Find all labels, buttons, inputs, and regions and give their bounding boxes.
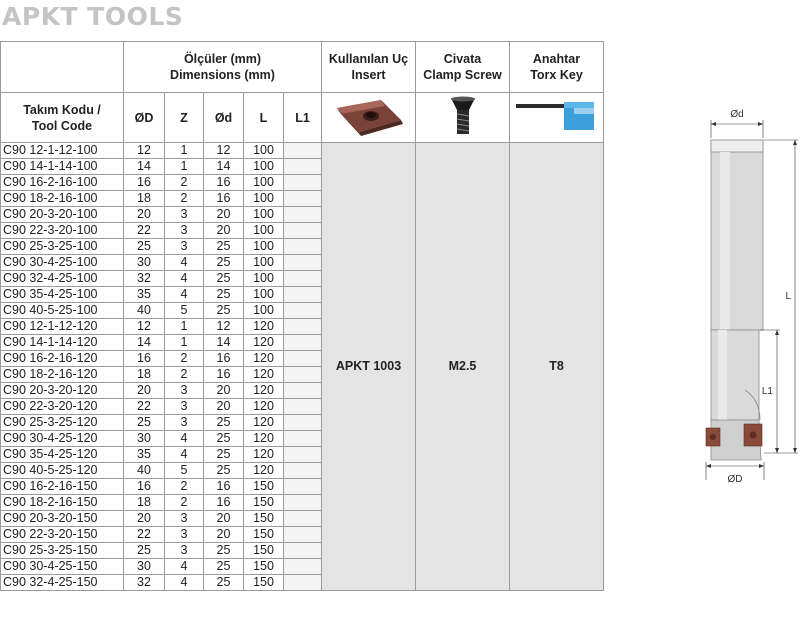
tool-code-cell: C90 16-2-16-100 bbox=[1, 175, 124, 191]
label-cutting-diameter: ØD bbox=[727, 474, 743, 485]
od-cell: 35 bbox=[124, 447, 165, 463]
torx-key-header-en: Torx Key bbox=[530, 68, 583, 82]
l1-cell bbox=[284, 463, 322, 479]
od-cell: 14 bbox=[124, 335, 165, 351]
insert-header-en: Insert bbox=[351, 68, 386, 82]
page-title: APKT TOOLS bbox=[2, 2, 184, 31]
tool-rows bbox=[1, 143, 604, 591]
l1-cell bbox=[284, 207, 322, 223]
tool-code-cell: C90 16-2-16-120 bbox=[1, 351, 124, 367]
insert-header bbox=[322, 42, 416, 93]
tool-code-cell: C90 12-1-12-100 bbox=[1, 143, 124, 159]
l1-cell bbox=[284, 351, 322, 367]
l-cell: 120 bbox=[244, 431, 284, 447]
tool-code-header-tr: Takım Kodu / bbox=[23, 102, 101, 117]
shank-d-cell: 20 bbox=[204, 223, 244, 239]
z-cell: 4 bbox=[165, 287, 204, 303]
tool-code-cell: C90 22-3-20-120 bbox=[1, 399, 124, 415]
shank-chamfer bbox=[711, 140, 763, 152]
clamp-screw-header bbox=[416, 42, 510, 93]
shank-d-cell: 25 bbox=[204, 415, 244, 431]
dimensions-header bbox=[124, 42, 322, 93]
l1-cell bbox=[284, 479, 322, 495]
l1-cell bbox=[284, 527, 322, 543]
tool-code-cell: C90 14-1-14-120 bbox=[1, 335, 124, 351]
z-cell: 1 bbox=[165, 335, 204, 351]
arrow-icon bbox=[711, 122, 716, 126]
z-cell: 4 bbox=[165, 431, 204, 447]
od-cell: 18 bbox=[124, 495, 165, 511]
tool-code-cell: C90 32-4-25-150 bbox=[1, 575, 124, 591]
l-cell: 100 bbox=[244, 223, 284, 239]
tool-code-cell: C90 20-3-20-100 bbox=[1, 207, 124, 223]
insert-screw-left bbox=[710, 434, 716, 440]
shank-d-cell: 14 bbox=[204, 335, 244, 351]
arrow-icon bbox=[793, 140, 797, 145]
l1-cell bbox=[284, 575, 322, 591]
clamp-screw-header-tr: Civata bbox=[443, 52, 482, 66]
od-cell: 35 bbox=[124, 287, 165, 303]
od-cell: 22 bbox=[124, 223, 165, 239]
od-cell: 22 bbox=[124, 527, 165, 543]
z-cell: 4 bbox=[165, 559, 204, 575]
z-cell: 4 bbox=[165, 271, 204, 287]
l1-cell bbox=[284, 159, 322, 175]
shank-d-cell: 20 bbox=[204, 207, 244, 223]
shank-d-cell: 20 bbox=[204, 399, 244, 415]
l1-cell bbox=[284, 239, 322, 255]
l1-cell bbox=[284, 223, 322, 239]
l-cell: 120 bbox=[244, 399, 284, 415]
l-cell: 100 bbox=[244, 207, 284, 223]
shank-d-cell: 16 bbox=[204, 175, 244, 191]
z-cell: 2 bbox=[165, 175, 204, 191]
l1-cell bbox=[284, 367, 322, 383]
header-blank-cell bbox=[1, 42, 124, 93]
l-cell: 120 bbox=[244, 335, 284, 351]
l-cell: 100 bbox=[244, 303, 284, 319]
shank-d-cell: 25 bbox=[204, 463, 244, 479]
tool-code-cell: C90 25-3-25-150 bbox=[1, 543, 124, 559]
z-cell: 5 bbox=[165, 463, 204, 479]
l1-cell bbox=[284, 543, 322, 559]
l1-cell bbox=[284, 415, 322, 431]
shank-d-cell: 12 bbox=[204, 143, 244, 159]
shank-highlight bbox=[720, 152, 730, 330]
l-cell: 150 bbox=[244, 575, 284, 591]
tool-code-cell: C90 12-1-12-120 bbox=[1, 319, 124, 335]
od-cell: 40 bbox=[124, 463, 165, 479]
dimensions-header-tr: Ölçüler (mm) bbox=[183, 52, 262, 66]
tool-code-cell: C90 22-3-20-100 bbox=[1, 223, 124, 239]
l1-cell bbox=[284, 287, 322, 303]
arrow-icon bbox=[706, 464, 711, 468]
shank-d-cell: 16 bbox=[204, 351, 244, 367]
shank-d-cell: 25 bbox=[204, 271, 244, 287]
l-cell: 100 bbox=[244, 175, 284, 191]
od-cell: 20 bbox=[124, 207, 165, 223]
l1-cell bbox=[284, 495, 322, 511]
l-cell: 150 bbox=[244, 495, 284, 511]
shank-d-cell: 25 bbox=[204, 559, 244, 575]
l-cell: 100 bbox=[244, 159, 284, 175]
tool-code-cell: C90 30-4-25-150 bbox=[1, 559, 124, 575]
label-neck-length: L1 bbox=[761, 386, 773, 397]
shank-d-cell: 20 bbox=[204, 527, 244, 543]
l-cell: 100 bbox=[244, 287, 284, 303]
tool-code-cell: C90 40-5-25-120 bbox=[1, 463, 124, 479]
z-cell: 3 bbox=[165, 415, 204, 431]
od-cell: 25 bbox=[124, 543, 165, 559]
tool-code-cell: C90 22-3-20-150 bbox=[1, 527, 124, 543]
torx-key-image-cell bbox=[510, 93, 604, 143]
od-cell: 16 bbox=[124, 479, 165, 495]
shank-d-cell: 25 bbox=[204, 303, 244, 319]
l-cell: 120 bbox=[244, 447, 284, 463]
z-cell: 2 bbox=[165, 351, 204, 367]
tool-code-header bbox=[1, 93, 124, 143]
od-cell: 20 bbox=[124, 383, 165, 399]
l-cell: 120 bbox=[244, 463, 284, 479]
shank-d-cell: 14 bbox=[204, 159, 244, 175]
od-cell: 18 bbox=[124, 367, 165, 383]
arrow-icon bbox=[775, 448, 779, 453]
z-cell: 3 bbox=[165, 239, 204, 255]
insert-screw-right bbox=[750, 432, 757, 439]
tool-code-cell: C90 30-4-25-120 bbox=[1, 431, 124, 447]
torx-key-header bbox=[510, 42, 604, 93]
l1-cell bbox=[284, 143, 322, 159]
l1-cell bbox=[284, 511, 322, 527]
od-cell: 20 bbox=[124, 511, 165, 527]
z-cell: 5 bbox=[165, 303, 204, 319]
l-cell: 100 bbox=[244, 255, 284, 271]
l1-cell bbox=[284, 319, 322, 335]
clamp-screw-header-en: Clamp Screw bbox=[423, 68, 502, 82]
tool-code-cell: C90 35-4-25-100 bbox=[1, 287, 124, 303]
tool-dimension-drawing bbox=[700, 100, 800, 490]
l-cell: 150 bbox=[244, 559, 284, 575]
tool-code-cell: C90 18-2-16-100 bbox=[1, 191, 124, 207]
l1-cell bbox=[284, 559, 322, 575]
table-row bbox=[1, 143, 604, 159]
z-cell: 1 bbox=[165, 143, 204, 159]
shank-d-cell: 16 bbox=[204, 479, 244, 495]
tool-shank bbox=[711, 140, 763, 330]
neck-highlight bbox=[718, 330, 727, 420]
tool-code-cell: C90 40-5-25-100 bbox=[1, 303, 124, 319]
arrow-icon bbox=[759, 464, 764, 468]
od-cell: 25 bbox=[124, 415, 165, 431]
tool-code-cell: C90 35-4-25-120 bbox=[1, 447, 124, 463]
od-cell: 16 bbox=[124, 351, 165, 367]
col-header-z: Z bbox=[165, 93, 204, 143]
z-cell: 3 bbox=[165, 399, 204, 415]
z-cell: 3 bbox=[165, 207, 204, 223]
tool-code-cell: C90 30-4-25-100 bbox=[1, 255, 124, 271]
shank-d-cell: 16 bbox=[204, 495, 244, 511]
l1-cell bbox=[284, 191, 322, 207]
l-cell: 120 bbox=[244, 319, 284, 335]
shank-d-cell: 25 bbox=[204, 575, 244, 591]
l1-cell bbox=[284, 447, 322, 463]
l-cell: 150 bbox=[244, 479, 284, 495]
insert-image-cell bbox=[322, 93, 416, 143]
z-cell: 3 bbox=[165, 511, 204, 527]
l-cell: 100 bbox=[244, 239, 284, 255]
shank-d-cell: 25 bbox=[204, 543, 244, 559]
label-overall-length: L bbox=[785, 291, 791, 302]
l1-cell bbox=[284, 399, 322, 415]
z-cell: 4 bbox=[165, 575, 204, 591]
z-cell: 1 bbox=[165, 159, 204, 175]
l-cell: 120 bbox=[244, 367, 284, 383]
arrow-icon bbox=[793, 448, 797, 453]
col-header-shank-d: Ød bbox=[204, 93, 244, 143]
l-cell: 100 bbox=[244, 191, 284, 207]
z-cell: 2 bbox=[165, 479, 204, 495]
l-cell: 150 bbox=[244, 511, 284, 527]
torx-key-header-tr: Anahtar bbox=[532, 52, 581, 66]
od-cell: 30 bbox=[124, 431, 165, 447]
label-shank-diameter: Ød bbox=[730, 109, 744, 120]
l1-cell bbox=[284, 303, 322, 319]
tool-code-cell: C90 20-3-20-120 bbox=[1, 383, 124, 399]
l1-cell bbox=[284, 175, 322, 191]
torx-key-icon bbox=[512, 94, 602, 138]
l-cell: 150 bbox=[244, 527, 284, 543]
shank-d-cell: 16 bbox=[204, 191, 244, 207]
shank-d-cell: 25 bbox=[204, 255, 244, 271]
l1-cell bbox=[284, 431, 322, 447]
dimensions-header-en: Dimensions (mm) bbox=[170, 68, 275, 82]
shank-d-cell: 16 bbox=[204, 367, 244, 383]
clamp-screw-cell: M2.5 bbox=[416, 143, 510, 591]
z-cell: 2 bbox=[165, 367, 204, 383]
insert-icon bbox=[329, 94, 409, 138]
tool-code-cell: C90 32-4-25-100 bbox=[1, 271, 124, 287]
tool-code-cell: C90 16-2-16-150 bbox=[1, 479, 124, 495]
od-cell: 22 bbox=[124, 399, 165, 415]
col-header-l: L bbox=[244, 93, 284, 143]
od-cell: 12 bbox=[124, 143, 165, 159]
tool-code-header-en: Tool Code bbox=[31, 118, 93, 133]
z-cell: 3 bbox=[165, 223, 204, 239]
z-cell: 3 bbox=[165, 527, 204, 543]
z-cell: 4 bbox=[165, 255, 204, 271]
l-cell: 120 bbox=[244, 351, 284, 367]
od-cell: 30 bbox=[124, 559, 165, 575]
screw-icon bbox=[443, 94, 483, 138]
shank-d-cell: 12 bbox=[204, 319, 244, 335]
z-cell: 1 bbox=[165, 319, 204, 335]
tool-code-cell: C90 25-3-25-120 bbox=[1, 415, 124, 431]
od-cell: 32 bbox=[124, 575, 165, 591]
insert-cell: APKT 1003 bbox=[322, 143, 416, 591]
od-cell: 40 bbox=[124, 303, 165, 319]
z-cell: 4 bbox=[165, 447, 204, 463]
col-header-od: ØD bbox=[124, 93, 165, 143]
shank-d-cell: 20 bbox=[204, 511, 244, 527]
torx-key-cell: T8 bbox=[510, 143, 604, 591]
shank-d-cell: 25 bbox=[204, 431, 244, 447]
l1-cell bbox=[284, 335, 322, 351]
z-cell: 2 bbox=[165, 495, 204, 511]
od-cell: 16 bbox=[124, 175, 165, 191]
od-cell: 25 bbox=[124, 239, 165, 255]
od-cell: 14 bbox=[124, 159, 165, 175]
l-cell: 150 bbox=[244, 543, 284, 559]
shank-d-cell: 20 bbox=[204, 383, 244, 399]
col-header-l1: L1 bbox=[284, 93, 322, 143]
shank-d-cell: 25 bbox=[204, 239, 244, 255]
arrow-icon bbox=[758, 122, 763, 126]
l1-cell bbox=[284, 255, 322, 271]
shank-d-cell: 25 bbox=[204, 447, 244, 463]
l-cell: 120 bbox=[244, 415, 284, 431]
insert-header-tr: Kullanılan Uç bbox=[328, 52, 409, 66]
arrow-icon bbox=[775, 330, 779, 335]
l1-cell bbox=[284, 383, 322, 399]
shank-d-cell: 25 bbox=[204, 287, 244, 303]
od-cell: 32 bbox=[124, 271, 165, 287]
tool-code-cell: C90 25-3-25-100 bbox=[1, 239, 124, 255]
od-cell: 30 bbox=[124, 255, 165, 271]
tool-code-cell: C90 18-2-16-150 bbox=[1, 495, 124, 511]
z-cell: 3 bbox=[165, 543, 204, 559]
screw-image-cell bbox=[416, 93, 510, 143]
l-cell: 120 bbox=[244, 383, 284, 399]
z-cell: 2 bbox=[165, 191, 204, 207]
od-cell: 12 bbox=[124, 319, 165, 335]
od-cell: 18 bbox=[124, 191, 165, 207]
l1-cell bbox=[284, 271, 322, 287]
tool-code-cell: C90 14-1-14-100 bbox=[1, 159, 124, 175]
l-cell: 100 bbox=[244, 143, 284, 159]
tool-code-cell: C90 20-3-20-150 bbox=[1, 511, 124, 527]
tool-code-cell: C90 18-2-16-120 bbox=[1, 367, 124, 383]
l-cell: 100 bbox=[244, 271, 284, 287]
z-cell: 3 bbox=[165, 383, 204, 399]
tool-spec-table bbox=[0, 41, 604, 591]
